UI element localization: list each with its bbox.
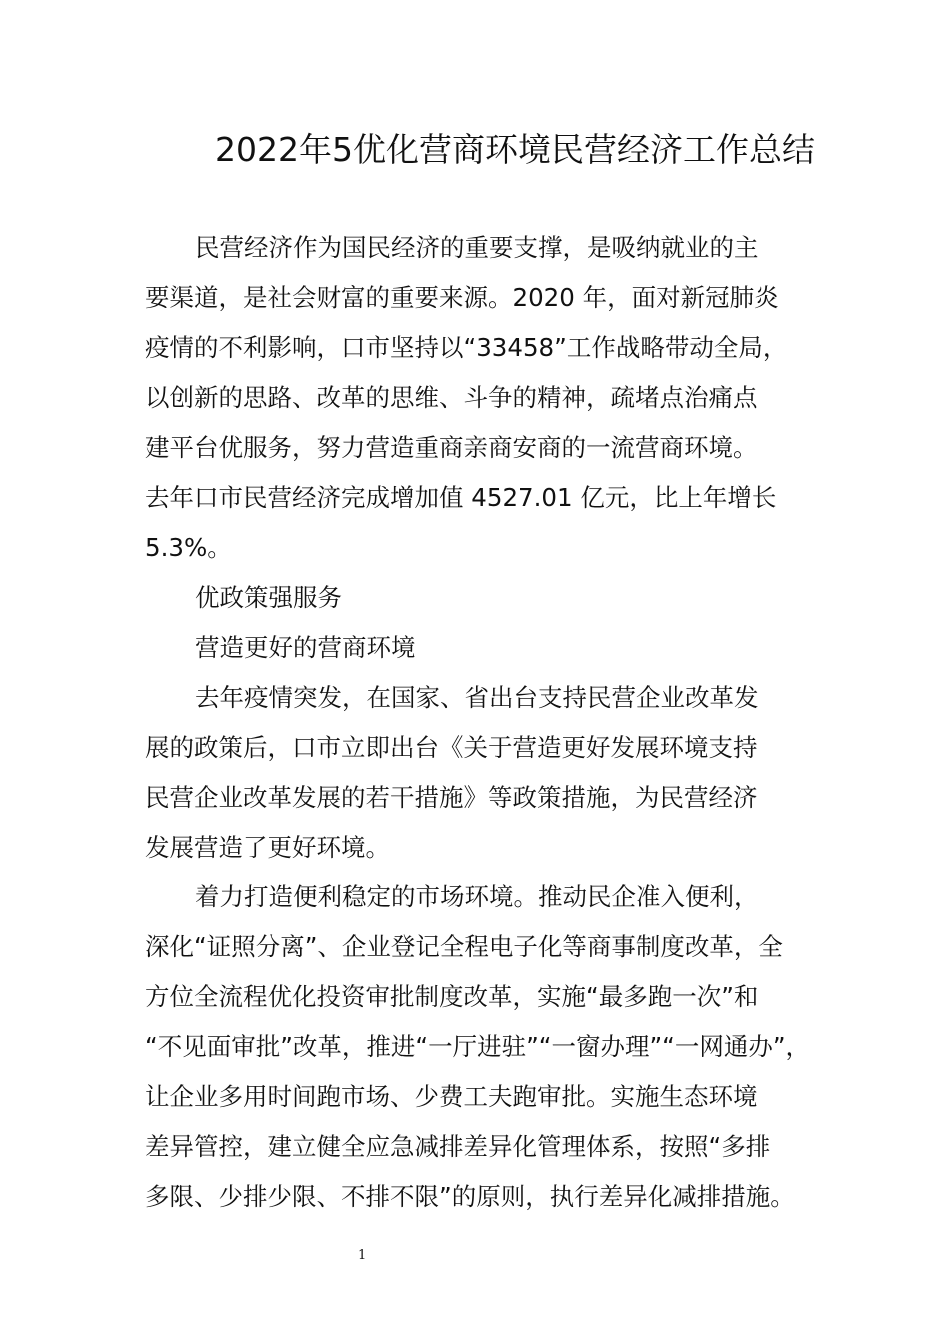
paragraph-line: “不见面审批”改革，推进“一厅进驻”“一窗办理”“一网通办”， (145, 1032, 811, 1061)
paragraph-line: 5.3%。 (145, 533, 232, 562)
paragraph-line: 差异管控，建立健全应急减排差异化管理体系，按照“多排 (145, 1132, 771, 1161)
paragraph-line: 让企业多用时间跑市场、少费工夫跑审批。实施生态环境 (145, 1082, 758, 1111)
section-heading-environment (145, 623, 835, 673)
heading-line: 优政策强服务 (195, 583, 342, 612)
heading-line: 营造更好的营商环境 (195, 633, 416, 662)
page-number: 1 (358, 1248, 367, 1263)
paragraph-line: 去年口市民营经济完成增加值 4527.01 亿元，比上年增长 (145, 483, 777, 512)
paragraph-line: 民营经济作为国民经济的重要支撑，是吸纳就业的主 (195, 233, 759, 262)
paragraph-line: 深化“证照分离”、企业登记全程电子化等商事制度改革，全 (145, 932, 783, 961)
paragraph-line: 多限、少排少限、不排不限”的原则，执行差异化减排措施。 (145, 1182, 795, 1211)
section-heading-policy (145, 573, 835, 623)
paragraph-line: 着力打造便利稳定的市场环境。推动民企准入便利， (195, 882, 759, 911)
paragraph-line: 方位全流程优化投资审批制度改革，实施“最多跑一次”和 (145, 982, 759, 1011)
paragraph-line: 疫情的不利影响，口市坚持以“33458”工作战略带动全局， (145, 333, 788, 362)
paragraph-line: 去年疫情突发，在国家、省出台支持民营企业改革发 (195, 683, 759, 712)
paragraph-line: 民营企业改革发展的若干措施》等政策措施，为民营经济 (145, 783, 758, 812)
document-title: 2022年5优化营商环境民营经济工作总结 (215, 130, 815, 169)
paragraph-market (145, 872, 835, 1222)
paragraph-line: 以创新的思路、改革的思维、斗争的精神，疏堵点治痛点 (145, 383, 758, 412)
paragraph-line: 展的政策后，口市立即出台《关于营造更好发展环境支持 (145, 733, 758, 762)
paragraph-line: 建平台优服务，努力营造重商亲商安商的一流营商环境。 (145, 433, 758, 462)
paragraph-intro (145, 223, 835, 573)
paragraph-line: 发展营造了更好环境。 (145, 833, 390, 862)
paragraph-line: 要渠道，是社会财富的重要来源。2020 年，面对新冠肺炎 (145, 283, 779, 312)
paragraph-policy (145, 673, 835, 873)
